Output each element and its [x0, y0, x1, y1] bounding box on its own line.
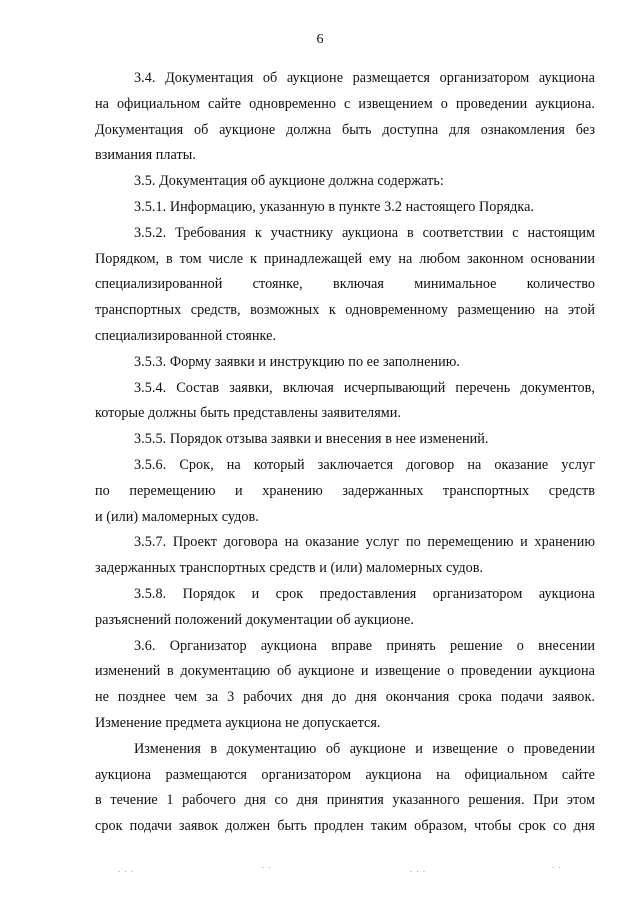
- text-line: транспортных средств, возможных к одновременному размещению на этой: [95, 302, 595, 319]
- paragraph-3-6: [95, 634, 595, 737]
- text-line: специализированной стоянке, включая минимальное количество: [95, 276, 595, 293]
- scan-speck: · · ·: [410, 868, 427, 876]
- text-line: 3.6. Организатор аукциона вправе принять решение о внесении: [134, 637, 595, 654]
- text-line: и (или) маломерных судов.: [95, 508, 259, 525]
- text-line: 3.5.6. Срок, на который заключается договор на оказание услуг: [134, 456, 595, 473]
- paragraph-3-5-2: [95, 221, 595, 350]
- scan-speck: · ·: [552, 864, 562, 872]
- text-line: разъяснений положений документации об аукционе.: [95, 611, 414, 628]
- text-line: которые должны быть представлены заявителями.: [95, 405, 402, 422]
- paragraph-3-5-4: [95, 376, 595, 428]
- scan-speck: · ·: [262, 864, 272, 872]
- paragraph-3-5-8: [95, 582, 595, 634]
- paragraph-3-5-3: [95, 350, 595, 376]
- paragraph-3-5-6: [95, 453, 595, 530]
- text-line: изменений в документацию об аукционе и извещение о проведении аукциона: [95, 663, 595, 680]
- paragraph-3-5-1: [95, 195, 595, 221]
- text-line: задержанных транспортных средств и (или) маломерных судов.: [95, 560, 484, 577]
- text-line: 3.5.5. Порядок отзыва заявки и внесения в нее изменений.: [134, 431, 489, 448]
- paragraph-3-4: [95, 66, 595, 169]
- text-line: специализированной стоянке.: [95, 327, 277, 344]
- text-line: на официальном сайте одновременно с извещением о проведении аукциона.: [95, 95, 595, 112]
- text-line: 3.5.7. Проект договора на оказание услуг по перемещению и хранению: [134, 534, 595, 551]
- text-line: взимания платы.: [95, 147, 196, 164]
- paragraph-3-5-7: [95, 530, 595, 582]
- scan-speck: · · ·: [118, 868, 135, 876]
- text-line: 3.5. Документация об аукционе должна содержать:: [134, 173, 444, 190]
- paragraph-3-5: [95, 169, 595, 195]
- text-line: 3.5.2. Требования к участнику аукциона в соответствии с настоящим: [134, 224, 595, 241]
- paragraph-3-6-continued: [95, 737, 595, 840]
- text-line: срок подачи заявок должен быть продлен таким образом, чтобы срок со дня: [95, 818, 595, 835]
- text-line: 3.4. Документация об аукционе размещается организатором аукциона: [134, 70, 595, 86]
- text-line: не позднее чем за 3 рабочих дня до дня окончания срока подачи заявок.: [95, 689, 595, 706]
- text-line: в течение 1 рабочего дня со дня принятия указанного решения. При этом: [95, 792, 595, 809]
- paragraph-3-5-5: [95, 427, 595, 453]
- text-line: Изменения в документацию об аукционе и извещение о проведении: [134, 740, 595, 757]
- document-body: [95, 66, 595, 840]
- text-line: 3.5.4. Состав заявки, включая исчерпывающий перечень документов,: [134, 379, 595, 396]
- text-line: 3.5.8. Порядок и срок предоставления организатором аукциона: [134, 585, 595, 602]
- page-number: 6: [316, 32, 324, 47]
- text-line: 3.5.1. Информацию, указанную в пункте 3.2 настоящего Порядка.: [134, 198, 535, 215]
- text-line: Изменение предмета аукциона не допускается.: [95, 714, 381, 731]
- text-line: аукциона размещаются организатором аукциона на официальном сайте: [95, 766, 595, 783]
- text-line: по перемещению и хранению задержанных транспортных средств: [95, 482, 595, 499]
- text-line: Документация об аукционе должна быть доступна для ознакомления без: [95, 121, 595, 138]
- text-line: Порядком, в том числе к принадлежащей ему на любом законном основании: [95, 250, 595, 267]
- text-line: 3.5.3. Форму заявки и инструкцию по ее заполнению.: [134, 353, 461, 370]
